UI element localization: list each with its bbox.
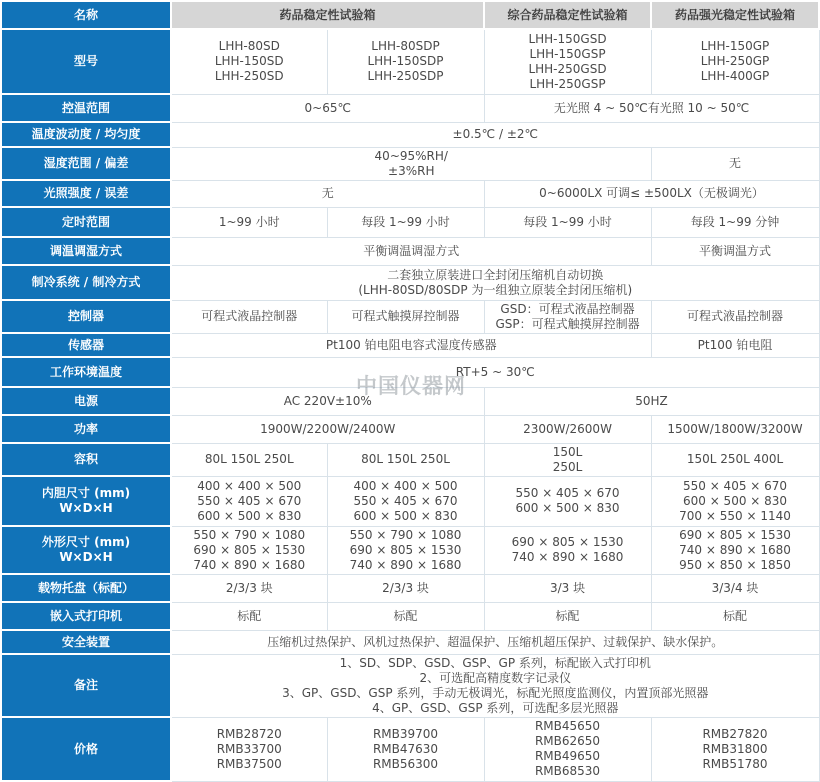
spec-cell: 每段 1~99 分钟 [651,207,819,237]
spec-cell: GSD：可程式液晶控制器 GSP：可程式触摸屏控制器 [484,300,651,333]
spec-cell: RMB28720 RMB33700 RMB37500 [171,717,327,781]
table-row [1,122,819,147]
row-header: 安全装置 [1,630,171,654]
spec-cell: 二套独立原装进口全封闭压缩机自动切换 (LHH-80SD/80SDP 为一组独立原装全封闭压缩机) [171,265,819,300]
row-header: 控制器 [1,300,171,333]
spec-cell: 平衡调温方式 [651,237,819,265]
spec-cell: LHH-80SDP LHH-150SDP LHH-250SDP [327,29,484,94]
spec-table-body [1,1,819,781]
table-row [1,94,819,122]
watermark: 中国仪器网 [356,374,466,398]
table-row [1,180,819,207]
spec-cell: 2/3/3 块 [171,574,327,602]
spec-cell: 1、SD、SDP、GSD、GSP、GP 系列，标配嵌入式打印机 2、可选配高精度数字记录仪 3、GP、GSD、GSP 系列，手动无极调光，标配光照度监测仪，内置顶部光照器 4、GP、GSD、GSP 系列，可选配多层光照器 [171,654,819,717]
table-row [1,602,819,630]
spec-cell: 0~65℃ [171,94,484,122]
table-row [1,574,819,602]
row-header: 制冷系统 / 制冷方式 [1,265,171,300]
row-header: 外形尺寸 (mm) W×D×H [1,526,171,574]
spec-cell: 1900W/2200W/2400W [171,415,484,443]
spec-cell: 690 × 805 × 1530 740 × 890 × 1680 950 × 850 × 1850 [651,526,819,574]
row-header: 功率 [1,415,171,443]
spec-cell: 0~6000LX 可调≤ ±500LX（无极调光） [484,180,819,207]
spec-cell: ±0.5℃ / ±2℃ [171,122,819,147]
row-header: 嵌入式打印机 [1,602,171,630]
spec-cell: LHH-150GSD LHH-150GSP LHH-250GSD LHH-250GSP [484,29,651,94]
spec-cell: 690 × 805 × 1530 740 × 890 × 1680 [484,526,651,574]
spec-cell: 3/3/4 块 [651,574,819,602]
spec-cell: 无 [651,147,819,180]
row-header: 载物托盘（标配） [1,574,171,602]
spec-cell: 标配 [327,602,484,630]
row-header: 型号 [1,29,171,94]
spec-cell: 40~95%RH/ ±3%RH [171,147,651,180]
spec-cell: 1~99 小时 [171,207,327,237]
spec-cell: 无光照 4 ~ 50℃有光照 10 ~ 50℃ [484,94,819,122]
spec-cell: 无 [171,180,484,207]
spec-cell: 80L 150L 250L [171,443,327,476]
table-row [1,476,819,526]
table-row [1,29,819,94]
table-row [1,237,819,265]
spec-cell: 压缩机过热保护、风机过热保护、超温保护、压缩机超压保护、过载保护、缺水保护。 [171,630,819,654]
spec-cell: LHH-80SD LHH-150SD LHH-250SD [171,29,327,94]
spec-cell: 每段 1~99 小时 [484,207,651,237]
table-row [1,300,819,333]
spec-cell: 1500W/1800W/3200W [651,415,819,443]
row-header: 名称 [1,1,171,29]
table-row [1,207,819,237]
row-header: 备注 [1,654,171,717]
spec-cell: 80L 150L 250L [327,443,484,476]
spec-cell: 标配 [171,602,327,630]
spec-cell: 550 × 790 × 1080 690 × 805 × 1530 740 × 890 × 1680 [171,526,327,574]
spec-cell: 2/3/3 块 [327,574,484,602]
table-row [1,147,819,180]
spec-cell: 150L 250L [484,443,651,476]
spec-cell: RMB27820 RMB31800 RMB51780 [651,717,819,781]
spec-cell: 每段 1~99 小时 [327,207,484,237]
column-header-cell: 药品稳定性试验箱 [171,1,484,29]
table-row [1,387,819,415]
table-row [1,717,819,781]
row-header: 内胆尺寸 (mm) W×D×H [1,476,171,526]
spec-cell: 标配 [651,602,819,630]
spec-cell: 400 × 400 × 500 550 × 405 × 670 600 × 500 × 830 [171,476,327,526]
table-row [1,654,819,717]
spec-cell: 3/3 块 [484,574,651,602]
spec-cell: 平衡调温调湿方式 [171,237,651,265]
row-header: 光照强度 / 误差 [1,180,171,207]
row-header: 调温调湿方式 [1,237,171,265]
table-row [1,357,819,387]
table-row [1,443,819,476]
spec-cell: RMB45650 RMB62650 RMB49650 RMB68530 [484,717,651,781]
row-header: 容积 [1,443,171,476]
row-header: 湿度范围 / 偏差 [1,147,171,180]
spec-cell: Pt100 铂电阻 [651,333,819,357]
spec-cell: 可程式液晶控制器 [651,300,819,333]
spec-cell: AC 220V±10% [171,387,484,415]
spec-cell: Pt100 铂电阻电容式湿度传感器 [171,333,651,357]
spec-cell: 550 × 790 × 1080 690 × 805 × 1530 740 × 890 × 1680 [327,526,484,574]
spec-cell: 标配 [484,602,651,630]
spec-cell: 550 × 405 × 670 600 × 500 × 830 [484,476,651,526]
table-row [1,630,819,654]
spec-cell: RT+5 ~ 30℃ [171,357,819,387]
spec-cell: 50HZ [484,387,819,415]
table-row [1,415,819,443]
column-header-cell: 药品强光稳定性试验箱 [651,1,819,29]
spec-cell: 可程式触摸屏控制器 [327,300,484,333]
spec-cell: LHH-150GP LHH-250GP LHH-400GP [651,29,819,94]
row-header: 控温范围 [1,94,171,122]
spec-cell: 2300W/2600W [484,415,651,443]
table-row [1,333,819,357]
spec-cell: 150L 250L 400L [651,443,819,476]
row-header: 温度波动度 / 均匀度 [1,122,171,147]
spec-cell: 400 × 400 × 500 550 × 405 × 670 600 × 500 × 830 [327,476,484,526]
spec-cell: 可程式液晶控制器 [171,300,327,333]
row-header: 电源 [1,387,171,415]
table-row [1,265,819,300]
row-header: 工作环境温度 [1,357,171,387]
row-header: 价格 [1,717,171,781]
table-row [1,1,819,29]
column-header-cell: 综合药品稳定性试验箱 [484,1,651,29]
spec-cell: RMB39700 RMB47630 RMB56300 [327,717,484,781]
row-header: 定时范围 [1,207,171,237]
table-row [1,526,819,574]
row-header: 传感器 [1,333,171,357]
spec-cell: 550 × 405 × 670 600 × 500 × 830 700 × 550 × 1140 [651,476,819,526]
